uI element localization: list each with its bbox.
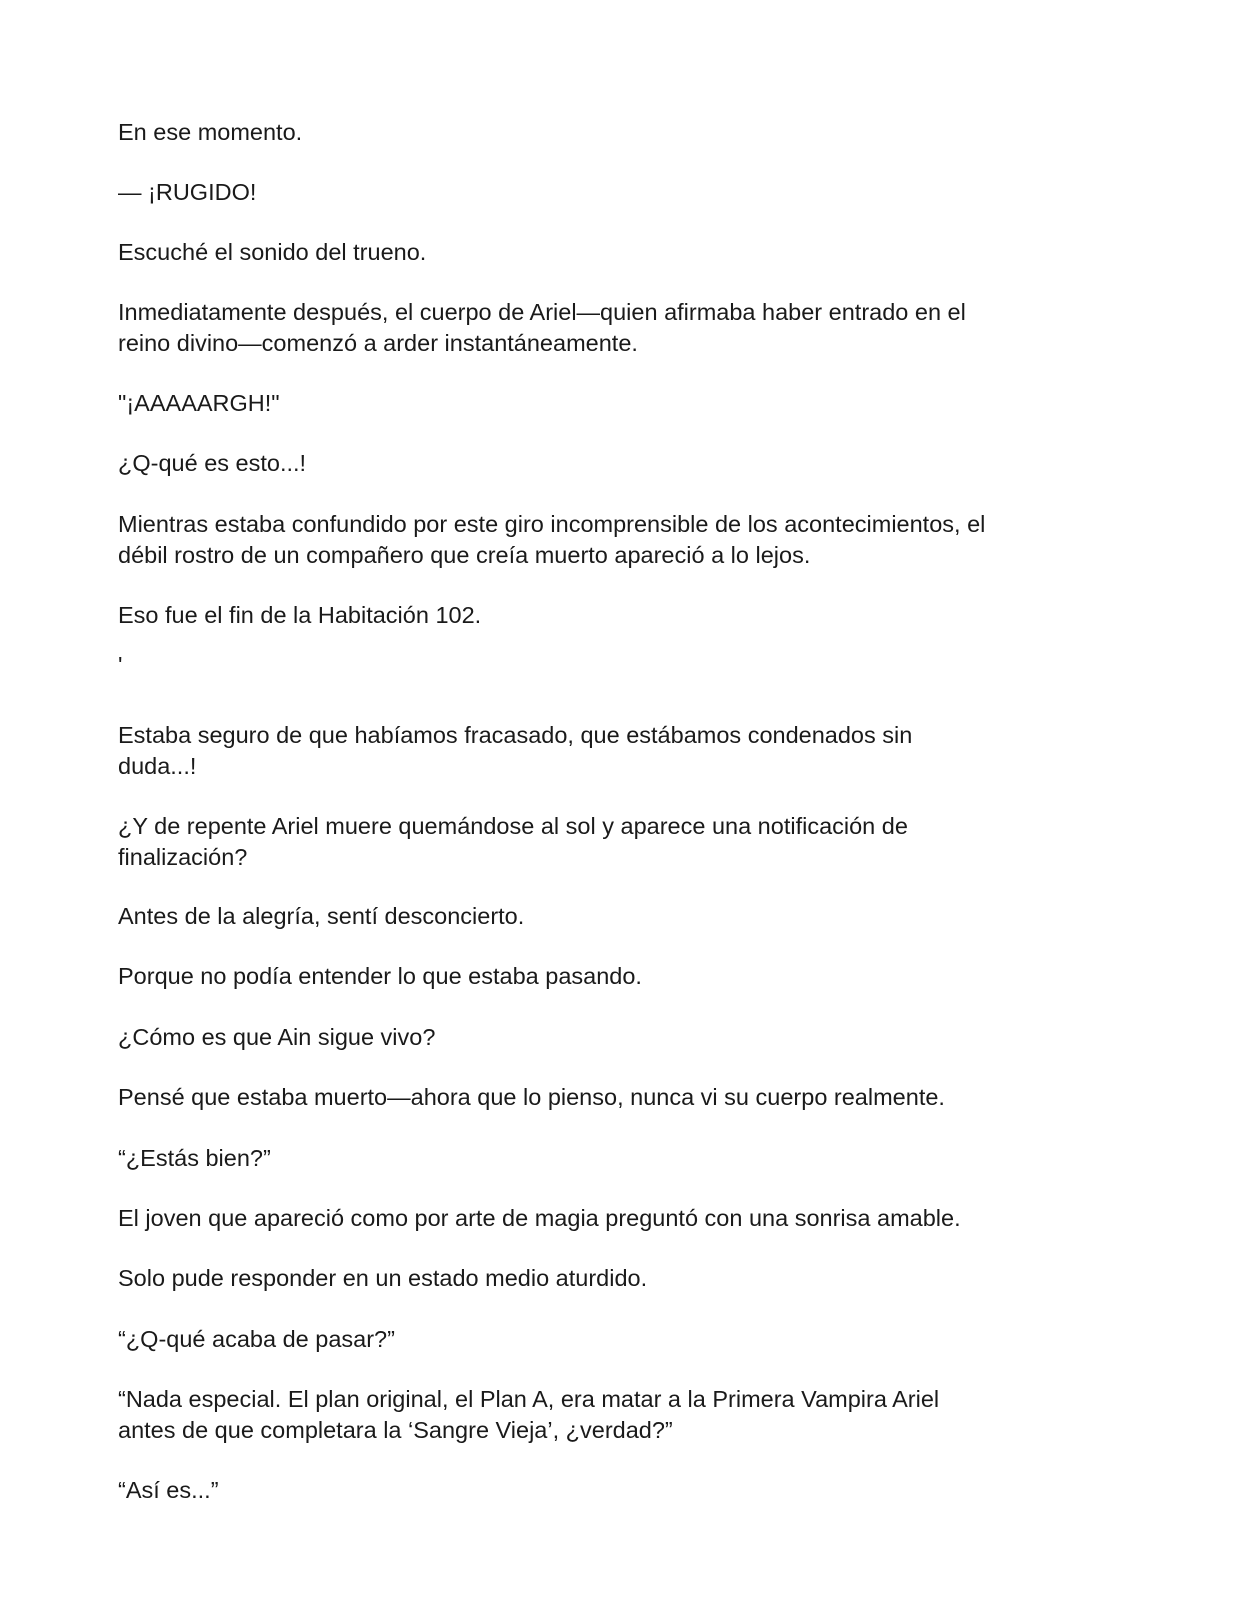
text-line: Inmediatamente después, el cuerpo de Ariel—quien afirmaba haber entrado en el (118, 299, 966, 325)
text-line: — ¡RUGIDO! (118, 179, 257, 205)
paragraph (118, 961, 1128, 992)
text-line: Pensé que estaba muerto—ahora que lo pienso, nunca vi su cuerpo realmente. (118, 1084, 945, 1110)
paragraph (118, 1143, 1128, 1174)
paragraph (118, 1384, 1128, 1446)
paragraph (118, 650, 1128, 681)
text-line: Eso fue el fin de la Habitación 102. (118, 602, 482, 628)
paragraph (118, 448, 1128, 479)
paragraph (118, 720, 1128, 782)
text-line: “¿Estás bien?” (118, 1145, 271, 1171)
paragraph (118, 1263, 1128, 1294)
text-line: reino divino—comenzó a arder instantáneamente. (118, 330, 638, 356)
text-line: Porque no podía entender lo que estaba pasando. (118, 963, 642, 989)
text-line: Solo pude responder en un estado medio aturdido. (118, 1265, 648, 1291)
paragraph (118, 811, 1128, 873)
text-line: ¿Cómo es que Ain sigue vivo? (118, 1024, 436, 1050)
text-line: “Así es...” (118, 1477, 219, 1503)
text-line: débil rostro de un compañero que creía muerto apareció a lo lejos. (118, 542, 811, 568)
text-line: duda...! (118, 753, 197, 779)
text-line: ¿Y de repente Ariel muere quemándose al sol y aparece una notificación de (118, 813, 908, 839)
stray-mark: ' (118, 652, 123, 678)
paragraph (118, 1022, 1128, 1053)
text-line: "¡AAAAARGH!" (118, 390, 280, 416)
paragraph (118, 117, 1128, 148)
paragraph (118, 1082, 1128, 1113)
text-line: antes de que completara la ‘Sangre Vieja’, ¿verdad?” (118, 1417, 673, 1443)
text-line: “Nada especial. El plan original, el Plan A, era matar a la Primera Vampira Ariel (118, 1386, 940, 1412)
text-line: ¿Q-qué es esto...! (118, 450, 307, 476)
paragraph (118, 177, 1128, 208)
text-line: “¿Q-qué acaba de pasar?” (118, 1326, 395, 1352)
paragraph (118, 901, 1128, 932)
paragraph (118, 1324, 1128, 1355)
paragraph (118, 1475, 1128, 1506)
paragraph (118, 1203, 1128, 1234)
paragraph (118, 600, 1128, 631)
paragraph (118, 297, 1128, 359)
text-line: Escuché el sonido del trueno. (118, 239, 427, 265)
paragraph (118, 509, 1128, 571)
text-line: El joven que apareció como por arte de magia preguntó con una sonrisa amable. (118, 1205, 961, 1231)
text-line: finalización? (118, 844, 248, 870)
paragraph (118, 388, 1128, 419)
paragraph (118, 237, 1128, 268)
text-line: En ese momento. (118, 119, 303, 145)
text-line: Mientras estaba confundido por este giro incomprensible de los acontecimientos, el (118, 511, 986, 537)
text-line: Antes de la alegría, sentí desconcierto. (118, 903, 525, 929)
text-line: Estaba seguro de que habíamos fracasado, que estábamos condenados sin (118, 722, 913, 748)
